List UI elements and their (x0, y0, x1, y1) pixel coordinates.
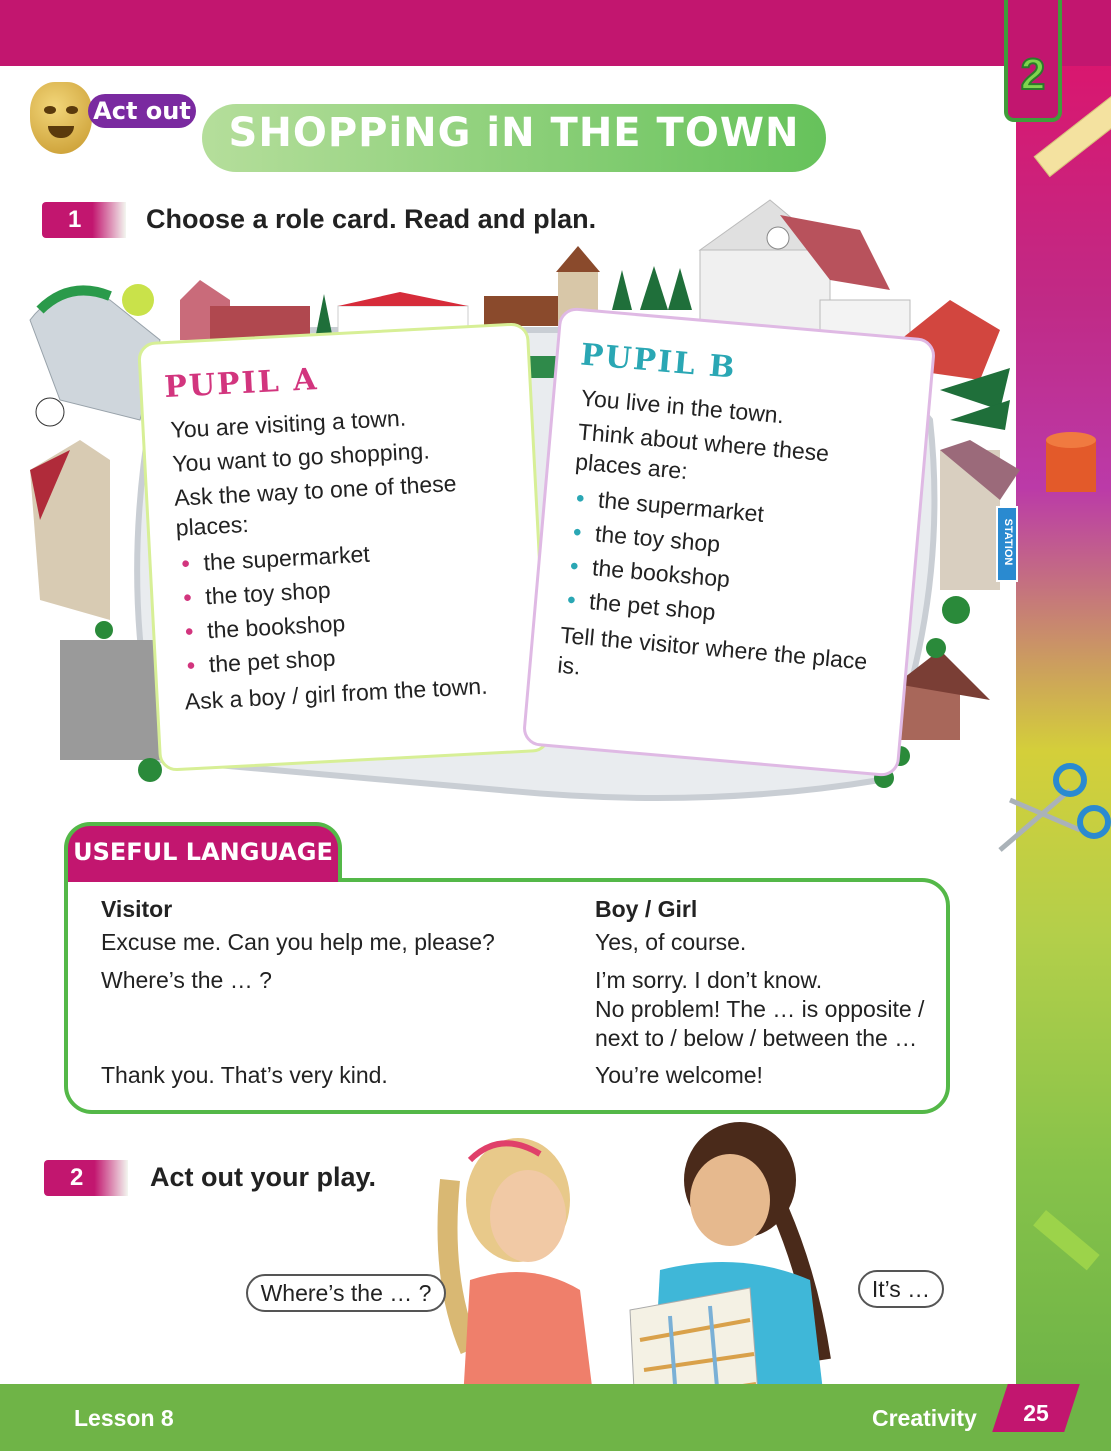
pupil-b-closing: Tell the visitor where the place is. (556, 621, 869, 680)
unit-number: 2 (1020, 50, 1046, 99)
list-item: • the pet shop (566, 586, 717, 626)
step-1-instruction: Choose a role card. Read and plan. (146, 204, 597, 234)
pupil-a-heading: PUPIL A (163, 362, 320, 406)
reply-line: You’re welcome! (595, 1062, 763, 1088)
pupil-b-heading: PUPIL B (579, 337, 738, 386)
pupil-a-closing: Ask a boy / girl from the town. (184, 672, 489, 715)
visitor-heading: Visitor (101, 896, 173, 922)
reply-line: No problem! The … is opposite / (595, 996, 925, 1022)
step-1-badge: 1 (42, 202, 126, 238)
pupil-b-card (522, 306, 937, 777)
useful-language-title: USEFUL LANGUAGE (73, 838, 333, 866)
pupil-a-line: You want to go shopping. (171, 437, 431, 477)
list-item: • the supermarket (180, 540, 371, 577)
step-2-instruction: Act out your play. (150, 1162, 377, 1192)
list-item: • the toy shop (182, 576, 332, 611)
visitor-line: Excuse me. Can you help me, please? (101, 929, 495, 955)
pupil-a-places (181, 528, 544, 682)
page-number: 25 (1023, 1400, 1049, 1426)
act-out-label: Act out (88, 94, 196, 128)
speech-bubble-right: It’s … (858, 1270, 944, 1308)
list-item: • the toy shop (572, 518, 722, 558)
pupil-a-line: You are visiting a town. (169, 404, 407, 443)
reply-line: next to / below / between the … (595, 1025, 918, 1051)
pupil-b-places (566, 481, 919, 646)
list-item: • the bookshop (184, 610, 346, 645)
list-item: • the bookshop (569, 552, 732, 593)
boy-girl-heading: Boy / Girl (595, 896, 698, 922)
pupil-a-line: Ask the way to one of these places: (173, 470, 458, 541)
pupil-a-card (137, 322, 551, 772)
speech-bubble-left: Where’s the … ? (246, 1274, 446, 1312)
skill-label: Creativity (872, 1405, 977, 1431)
station-sign: STATION (996, 506, 1018, 582)
reply-line: Yes, of course. (595, 929, 747, 955)
reply-line: I’m sorry. I don’t know. (595, 967, 823, 993)
visitor-line: Where’s the … ? (101, 967, 272, 993)
page-title: SHOPPiNG iN THE TOWN (228, 110, 800, 156)
step-2-badge: 2 (44, 1160, 128, 1196)
lesson-label: Lesson 8 (74, 1405, 174, 1431)
list-item: • the pet shop (186, 644, 337, 679)
visitor-line: Thank you. That’s very kind. (101, 1062, 388, 1088)
pupil-b-line: Think about where these places are: (574, 418, 831, 485)
list-item: • the supermarket (575, 484, 765, 527)
pupil-b-line: You live in the town. (579, 384, 786, 429)
